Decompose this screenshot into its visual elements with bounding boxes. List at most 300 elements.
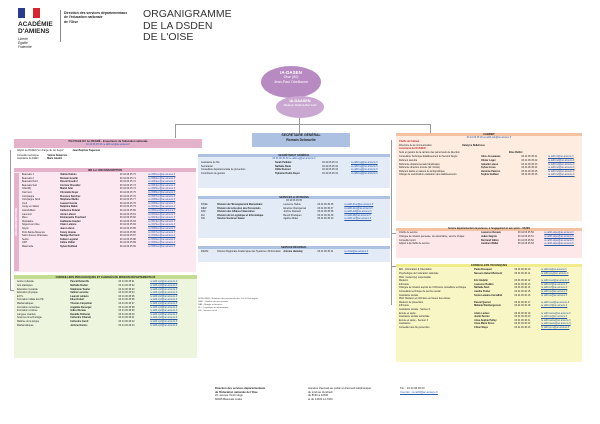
conseiller-tech-row-cell-3[interactable]: ce.ia60-ss@ac-amiens.fr — [540, 289, 568, 293]
division-row-cell-1: Division de l'Enseignement Élémentaire — [217, 203, 263, 206]
conseiller-tech-row-cell-2: 03 44 06 46 17 — [514, 300, 531, 304]
conseiller-tech-row-cell-2: 03 44 06 46 12 — [514, 279, 531, 283]
regional-panel — [198, 246, 390, 262]
circonscription-row-cell-4[interactable]: ce.0604ien@ac-amiens.fr — [148, 183, 176, 187]
engagement-row-cell-2: 03 44 06 45 51 — [517, 235, 534, 238]
secretariat-row-cell-1: Sarah Pelletier — [275, 161, 292, 164]
circonscription-row-cell-3: 03 44 06 45 78 — [119, 201, 136, 205]
conseiller-tech-row-cell-1: Anaïs Leclerc — [474, 311, 490, 315]
circonscription-row-cell-3: 03 44 06 45 73 — [119, 183, 136, 187]
secretariat-row-cell-0: Secrétariat — [201, 164, 213, 168]
secretariat-row-cell-3[interactable]: ce.ia60-sg@ac-amiens.fr — [351, 161, 378, 164]
conseiller-ped-row-cell-1: Élise Robert — [70, 298, 85, 302]
engagement-row-cell-1: Aurélien Wallet — [481, 242, 499, 246]
circonscription-row-cell-3: 03 44 06 45 72 — [119, 180, 136, 184]
conseillers-tech-header: CONSEILLERS TECHNIQUES — [396, 264, 582, 267]
conseiller-ped-row-cell-0: Éducation musicale — [17, 287, 38, 291]
engagement-row-cell-2: 03 44 06 45 52 — [517, 238, 534, 242]
regional-cell-0: DRASI — [201, 250, 209, 254]
cabinet-row-cell-3[interactable]: ce.ia60-ref@ac-amiens.fr — [547, 169, 575, 173]
regional-row — [198, 249, 390, 255]
circonscription-row-cell-0: ASH — [22, 241, 27, 245]
cabinet-assist-label: Assistante du DAASEN — [399, 147, 426, 151]
circonscriptions-side-label: CIRCONSCRIPTIONS — [14, 173, 19, 271]
division-row-cell-3: 03 44 06 45 37 — [317, 206, 334, 210]
conseiller-ped-row-cell-3[interactable]: ce.ia60-cpd@ac-amiens.fr — [149, 294, 178, 298]
conseiller-ped-row-cell-3[interactable]: ce.ia60-cpd@ac-amiens.fr — [149, 319, 178, 323]
cabinet-row-cell-1: Alice Josseaume — [481, 155, 501, 159]
conseiller-ped-row-cell-3[interactable]: ce.ia60-cpd@ac-amiens.fr — [149, 284, 178, 287]
conseiller-ped-row-cell-2: 03 44 06 45 92 — [118, 284, 135, 287]
regional-cell-3: 03 44 06 45 41 — [317, 250, 334, 254]
conseiller-ped-row-cell-1: Laurent Lelièvre — [70, 294, 89, 298]
cabinet-row — [399, 173, 579, 177]
conseiller-tech-row-cell-3[interactable]: ce.ia60-med@ac-amiens.fr — [540, 300, 570, 304]
engagement-row-cell-3[interactable]: ce.ia60-sdjes@ac-amiens.fr — [544, 242, 574, 246]
pilotage-conseiller-label: Conseiller technique — [17, 153, 39, 157]
sg-adj-contact: 03 44 06 45 30 ce.ia60-sg@ac-amiens.fr — [272, 157, 316, 161]
engagement-row-cell-2: 03 44 06 45 53 — [517, 242, 534, 246]
cabinet-row-cell-0: Référent sécurité — [399, 158, 418, 162]
conseiller-tech-row-cell-0: Écoute et santé - Secteur 3 — [399, 318, 428, 322]
conseiller-ped-row-cell-3[interactable]: ce.ia60-cpd@ac-amiens.fr — [149, 291, 178, 295]
circonscription-row-cell-2 — [101, 245, 117, 249]
conseiller-ped-row-cell-1: Catherine Charant — [70, 316, 92, 320]
secretariat-row — [201, 172, 387, 176]
conseiller-tech-row-cell-2: 03 44 06 46 18 — [514, 304, 531, 308]
conseiller-tech-row-cell-1: Nathalie Noël — [474, 286, 490, 290]
footer-contact — [400, 387, 438, 394]
conseiller-ped-row-cell-1: Thomas Carpentier — [70, 301, 93, 305]
division-row-cell-2: Jérôme Rossard — [283, 210, 301, 214]
secretariat-row-cell-0: Assistante du SG — [201, 161, 220, 164]
circonscription-row-cell-4[interactable]: ce.0614ien@ac-amiens.fr — [148, 219, 176, 223]
conseillers-tech-table — [396, 267, 582, 330]
cabinet-assist-sub: Suivi et gestion de la carrière des personnels de direction — [399, 150, 460, 154]
conseiller-tech-row-cell-0: Assistante sociale territoriale — [399, 315, 430, 319]
circonscription-row-cell-0: Creil — [22, 201, 27, 205]
conseiller-tech-row-cell-3[interactable]: ce.ia60-sante@ac-amiens.fr — [540, 318, 571, 322]
engagement-row-cell-0: Conseiller sport — [399, 238, 416, 242]
conseiller-tech-row-cell-2: 03 44 06 46 11 — [514, 272, 531, 275]
pilotage-adjoint-name: Jean-Baptiste Pagensan — [72, 149, 101, 152]
circonscription-row-cell-1: Valérie Dubois — [60, 173, 77, 176]
cabinet-header: CABINET — [396, 133, 582, 136]
conseiller-tech-row-cell-2: 03 44 06 46 15 — [514, 289, 531, 293]
division-row-cell-0: SSI — [201, 217, 205, 221]
circonscription-row-cell-0: Nogent-sur-Oise — [22, 223, 40, 227]
logo-divider — [60, 10, 61, 42]
title-line-1: ORGANIGRAMME — [143, 8, 232, 20]
circonscription-row-cell-0: Clermont — [22, 190, 32, 194]
division-row-cell-2: Benoît Pouliquen — [283, 213, 302, 217]
division-row-cell-3: 03 44 06 45 40 — [317, 217, 334, 221]
service-line-2: de l'éducation nationale — [64, 15, 103, 20]
legend-line-3: DAF - Budget et finances — [198, 304, 223, 307]
conseiller-tech-row-cell-1: Éric Hédelin — [474, 279, 488, 283]
motto-line-2: Égalité — [18, 41, 28, 45]
conseiller-ped-row-cell-0: Sciences & technologie — [17, 316, 42, 320]
legend-line-2: DIEP - Gestion des personnels — [198, 301, 228, 304]
regional-row-content — [201, 250, 387, 254]
circonscription-row-cell-4[interactable]: ce.0612ien@ac-amiens.fr — [148, 212, 176, 216]
conseiller-ped-row-cell-2: 03 44 06 46 00 — [118, 312, 135, 316]
conseiller-tech-row-cell-1: Nessera Hubert-Belmont — [474, 272, 503, 275]
footer-center-1: Horaires d'accueil au public et d'accueil téléphonique — [308, 387, 372, 390]
division-row-cell-2: Émeline Champenoel — [283, 206, 307, 210]
circonscription-row-cell-4[interactable]: ce.0618ien@ac-amiens.fr — [148, 234, 176, 238]
circonscription-row-cell-0: Maternelle — [22, 244, 34, 248]
circonscription-row-cell-3: 03 44 06 45 81 — [119, 212, 136, 216]
cabinet-row-cell-1: Sophie Guillaut — [481, 173, 499, 177]
circonscription-row-cell-0: Beauvais Sud — [22, 183, 37, 187]
conseiller-tech-row-cell-0: Médecin — [399, 279, 409, 283]
conseiller-ped-row-cell-2: 03 44 06 45 91 — [118, 280, 135, 284]
conseiller-ped-row-cell-3[interactable]: ce.ia60-cpd@ac-amiens.fr — [149, 323, 178, 327]
circonscription-row-cell-4[interactable]: ce.0609ien@ac-amiens.fr — [148, 201, 176, 205]
cabinet-row-cell-2: 03 44 06 45 26 — [521, 173, 538, 177]
connector-left-down — [10, 150, 11, 290]
circonscription-row-cell-0: Compiègne — [22, 194, 35, 198]
circonscription-row-cell-0: Grandvilliers — [22, 208, 36, 212]
conseillers-ped-table — [14, 279, 197, 328]
circonscription-row-cell-1: Florence Sanchez — [60, 194, 81, 198]
conseiller-tech-row-cell-3[interactable]: ce.ia60-inf@ac-amiens.fr — [540, 286, 568, 290]
division-row-cell-4[interactable]: ce.ia60-divel@ac-amiens.fr — [344, 203, 374, 206]
footer-phone: Tél. : 03 44 06 45 00 — [400, 387, 425, 390]
conseiller-ped-row-cell-2: 03 44 06 45 96 — [118, 298, 135, 302]
cabinet-row-cell-0: Référente direction d'école (dir. Doirat) — [399, 166, 440, 170]
connector-left — [175, 124, 176, 138]
cabinet-row-cell-3[interactable]: ce.ia60-ref@ac-amiens.fr — [547, 158, 575, 162]
engagement-row-cell-1: Bertrand Vallon — [481, 238, 499, 242]
conseiller-tech-row — [399, 326, 579, 330]
circonscription-row-cell-0: Saint-Just-en-Chaussée — [22, 234, 48, 238]
conseiller-ped-row-cell-2: 03 44 06 46 03 — [118, 323, 135, 327]
daasen-title: IA-DAASEN — [289, 99, 311, 103]
title-line-2: DE LA DSDEN — [143, 19, 213, 32]
circonscription-row-cell-1: Catherine Roland — [60, 208, 80, 212]
secretaire-general-box — [252, 133, 350, 147]
legend-line-5: SSI - Service social — [198, 310, 217, 313]
cabinet-contact: 03 44 06 45 20 ce.ia60-cab@ac-amiens.fr — [466, 136, 512, 140]
pilotage-contact: 03 44 06 45 33 ce.ia60-ien@ac-amiens.fr — [86, 143, 130, 147]
engagement-row-cell-3[interactable]: ce.ia60-sdjes@ac-amiens.fr — [544, 231, 574, 235]
regional-cell-1: Division Régionale Académique des Systèmes d'Information — [217, 250, 281, 254]
motto-line-1: Liberté — [18, 37, 28, 41]
conseiller-ped-row-cell-3[interactable]: ce.ia60-cpd@ac-amiens.fr — [149, 287, 178, 291]
conseiller-tech-row-cell-0: Conseillère technique de service social — [399, 289, 441, 293]
footer-left-3: 22, avenue Victor Hugo — [215, 394, 244, 398]
conseillers-ped-header: CONSEILLERS PÉDAGOGIQUES ET CHARGÉS DE MISSION DÉPARTEMENTAUX — [14, 275, 197, 279]
conseiller-tech-row-cell-2: 03 44 06 46 10 — [514, 268, 531, 272]
dasen-title: IA-DASEN — [280, 70, 302, 75]
circonscription-row-cell-3: 03 44 06 45 77 — [119, 198, 136, 202]
footer-center-3: de 8h30 à 12h00 — [308, 394, 329, 398]
cabinet-row-cell-3[interactable]: ce.ia60-ref@ac-amiens.fr — [547, 166, 575, 170]
circonscription-row-cell-4[interactable]: ce.0601ien@ac-amiens.fr — [148, 173, 176, 176]
conseiller-ped-row — [17, 324, 194, 328]
conseiller-tech-row-cell-1: Justin Berrier — [474, 315, 490, 319]
cabinet-row-cell-1: Hermine Paterno — [481, 169, 501, 173]
connector-horizontal-top — [175, 124, 430, 125]
secretariat-row-cell-3[interactable]: ce.ia60-sg@ac-amiens.fr — [351, 164, 378, 168]
conseiller-ped-row-cell-3[interactable]: ce.ia60-cpd@ac-amiens.fr — [149, 316, 178, 320]
dasen-ellipse — [261, 66, 321, 98]
conseiller-tech-row-cell-0: Assistance — [399, 322, 411, 326]
divisions-contact: 03 44 06 45 35 — [286, 199, 302, 203]
conseiller-tech-row-cell-3[interactable]: ce.ia60-med@ac-amiens.fr — [540, 279, 570, 283]
division-row-cell-1: Division des Affaires Financières — [217, 210, 255, 214]
footer-left-4: 60025 Beauvais cedex — [215, 397, 243, 401]
circonscription-row-cell-1: Sylvie Dutilleul — [60, 244, 78, 248]
conseiller-ped-row-cell-3[interactable]: ce.ia60-cpd@ac-amiens.fr — [149, 298, 178, 302]
conseiller-ped-row-cell-1: Danielle Bréheret — [70, 312, 90, 316]
cabinet-row-cell-2: 03 44 06 45 22 — [521, 158, 538, 162]
footer-hours — [308, 387, 371, 401]
division-row-cell-0: DIEP — [201, 206, 207, 210]
circonscription-row-cell-0: Beauvais 2 — [22, 176, 34, 180]
conseiller-ped-row-cell-1: Angéline Duverger — [70, 305, 92, 309]
pilotage-asen-label: Assistante du ASEN — [17, 157, 39, 161]
circonscription-row-cell-4[interactable]: ce.0602ien@ac-amiens.fr — [148, 176, 176, 180]
dasen-name: Jean-Paul Obellianne — [273, 80, 309, 84]
sg-header: SECRÉTAIRE GÉNÉRAL — [281, 133, 321, 137]
circonscription-row-cell-0: Méru — [22, 216, 28, 220]
division-row-cell-2: Agathe Méker — [283, 217, 299, 221]
circonscription-row-cell-3: 03 44 06 45 84 — [119, 223, 136, 227]
circonscription-row-cell-1: Stéphane Martin — [60, 198, 79, 202]
circonscription-row-cell-4[interactable]: ce.0620ien@ac-amiens.fr — [148, 241, 176, 245]
circonscription-row-cell-3: 03 44 06 45 86 — [119, 230, 136, 234]
pilotage-header — [14, 139, 202, 148]
conseiller-tech-row-cell-2: 03 44 06 46 21 — [514, 318, 531, 322]
conseiller-ped-row-cell-0: Éducation physique — [17, 291, 38, 295]
pilotage-header-text: PILOTAGE DU 1er DEGRÉ - Inspecteurs de l'éducation nationale — [68, 140, 148, 143]
cabinet-row-cell-1: Isabelle Leleux — [481, 162, 499, 166]
motto-line-3: Fraternité — [18, 45, 32, 49]
circonscription-row-cell-1: Emmanuelle Pouchard — [60, 216, 86, 220]
cabinet-chef-sub: Directrice de la communication — [399, 143, 432, 147]
division-row-cell-3: 03 44 06 45 36 — [317, 203, 334, 206]
secretariat-row-cell-2: 03 44 06 45 32 — [322, 164, 338, 168]
circonscription-row-cell-4[interactable]: ce.0605ien@ac-amiens.fr — [148, 187, 176, 191]
conseiller-tech-row-cell-1: Paola Brouquet — [474, 268, 492, 272]
cabinet-row-cell-3[interactable]: ce.ia60-ct@ac-amiens.fr — [547, 155, 574, 159]
circonscription-row-cell-3: 03 44 06 45 82 — [119, 216, 136, 220]
conseiller-tech-row-cell-1: Anne-Marie Rossi — [474, 322, 495, 326]
brand-line-1: ACADÉMIE — [18, 21, 53, 28]
division-row-cell-4[interactable]: ce.ia60-diep@ac-amiens.fr — [344, 206, 373, 210]
engagement-header: Service départemental à la jeunesse, à l'engagement et aux sports - SDJES — [396, 228, 582, 231]
conseiller-ped-row-cell-2: 03 44 06 45 97 — [118, 301, 135, 305]
conseiller-tech-row-cell-3[interactable]: ce.ia60-io@ac-amiens.fr — [540, 268, 567, 272]
circonscription-row-cell-0: Beauvais Nord — [22, 180, 38, 184]
secretariat-row-cell-2: 03 44 06 45 33 — [322, 168, 338, 172]
conseiller-tech-row-cell-3[interactable]: ce.ia60-ss@ac-amiens.fr — [540, 293, 568, 297]
division-row-cell-4[interactable]: ce.ia60-ssi@ac-amiens.fr — [344, 217, 372, 221]
secretariat-row-cell-2: 03 44 06 45 34 — [322, 171, 338, 175]
legend-line-4: DLI - Logistique et informatique — [198, 307, 229, 310]
division-row-cell-1: Service Social en faveur — [217, 217, 245, 221]
conseiller-tech-row-cell-3[interactable]: ce.ia60-psy@ac-amiens.fr — [540, 272, 569, 275]
circonscription-row-cell-4[interactable]: ce.0606ien@ac-amiens.fr — [148, 190, 176, 194]
conseiller-tech-row-cell-1: Laurence Bodkin — [474, 282, 494, 286]
marianne-flag-icon — [18, 8, 40, 18]
circonscription-row-cell-3: 03 44 06 45 71 — [119, 176, 136, 180]
secretariat-row-cell-0: Conseillère départementale de prévention — [201, 168, 246, 172]
footer-address — [215, 387, 265, 401]
footer-email[interactable]: Courriel : ce.ia60@ac-amiens.fr — [400, 390, 438, 394]
circonscription-row-cell-4[interactable]: ce.0621ien@ac-amiens.fr — [148, 244, 176, 248]
cabinet-table — [396, 154, 582, 178]
conseiller-tech-row-cell-0: Médecin de prévention — [399, 300, 424, 304]
conseiller-tech-row-cell-2: 03 44 06 46 19 — [514, 311, 531, 315]
secretariat-row-cell-3[interactable]: ce.ia60-sg@ac-amiens.fr — [351, 171, 378, 175]
sg-adj-header: SECRÉTARIAT GÉNÉRAL — [198, 154, 390, 157]
conseiller-ped-row-cell-3[interactable]: ce.ia60-cpd@ac-amiens.fr — [149, 301, 178, 305]
conseiller-tech-row-cell-0: Écoute et santé — [399, 311, 416, 315]
circonscription-row — [22, 245, 194, 249]
conseiller-tech-row-cell-0: Infirmière — [399, 282, 409, 286]
conseiller-tech-row-cell-0: IEN - Information & Orientation — [399, 268, 432, 272]
conseiller-tech-row-cell-1: Aurélie Poirier — [474, 289, 491, 293]
cabinet-row-cell-1: Olivier Léger — [481, 158, 496, 162]
conseiller-ped-row-cell-1: Nathalie Rodier — [70, 284, 88, 287]
regional-cell-4[interactable]: ce.drasi@ac-amiens.fr — [344, 250, 369, 254]
conseiller-tech-row-cell-0: Psychologue de l'éducation nationale — [399, 272, 439, 275]
regional-cell-2: Antoine Hamelay — [283, 250, 303, 254]
engagement-row-cell-2: 03 44 06 45 50 — [517, 231, 534, 235]
circonscription-row-cell-1: Delphine Nabat — [60, 205, 78, 209]
conseiller-tech-row-cell-3[interactable]: ce.ia60-inf@ac-amiens.fr — [540, 282, 568, 286]
circonscription-row-cell-0: Beauvais 1 — [22, 173, 34, 176]
service-name — [64, 11, 127, 24]
engagement-row-cell-3[interactable]: ce.ia60-sdjes@ac-amiens.fr — [544, 238, 574, 242]
circonscription-row-cell-4[interactable]: ce.0616ien@ac-amiens.fr — [148, 226, 176, 230]
conseiller-ped-row-cell-2: 03 44 06 45 94 — [118, 291, 135, 295]
sg-name: Romain Delaruelle — [286, 138, 316, 142]
divisions-panel — [198, 196, 390, 238]
conseiller-tech-row-cell-3[interactable]: ce.ia60-sante@ac-amiens.fr — [540, 311, 571, 315]
conseiller-tech-row-cell-0: PDA: médecin(e) responsable — [399, 275, 431, 279]
circonscription-row-cell-4[interactable]: ce.0619ien@ac-amiens.fr — [148, 237, 176, 241]
circonscription-row-cell-3: 03 44 06 45 88 — [119, 237, 136, 241]
conseiller-ped-row-cell-2: 03 44 06 46 01 — [118, 316, 135, 320]
cabinet-row-cell-3[interactable]: ce.ia60-ref@ac-amiens.fr — [547, 162, 575, 166]
cabinet-row-cell-2: 03 44 06 45 25 — [521, 169, 538, 173]
secretariat-row-cell-3[interactable]: ce.ia60-sg@ac-amiens.fr — [351, 168, 378, 172]
connector-daasen-hub — [299, 118, 300, 133]
conseiller-tech-row-cell-0: Chargée de mission auprès de l'infirmière conseillère technique — [399, 286, 467, 290]
conseiller-ped-row-cell-3[interactable]: ce.ia60-cpd@ac-amiens.fr — [149, 305, 178, 309]
conseiller-tech-row-cell-3[interactable]: ce.ia60-prev@ac-amiens.fr — [540, 325, 570, 329]
conseiller-ped-row-cell-3[interactable]: ce.ia60-cpd@ac-amiens.fr — [149, 280, 178, 284]
circonscription-row-cell-1: Pascal Goudrel — [60, 180, 78, 184]
division-row-cell-4[interactable]: ce.ia60-daf@ac-amiens.fr — [344, 210, 372, 214]
division-row-cell-4[interactable]: ce.ia60-dli@ac-amiens.fr — [344, 213, 371, 217]
engagement-row-cell-3[interactable]: ce.ia60-sdjes@ac-amiens.fr — [544, 235, 574, 238]
secretariat-row-cell-1: Odile Dumont — [275, 168, 291, 172]
secretariat-panel — [198, 154, 390, 188]
pilotage-adjoint-label: Adjoint au DASEN "en charge du 1er degré" — [17, 149, 64, 152]
engagement-row — [399, 242, 579, 246]
conseiller-tech-row-cell-0: PDA: Médecin et Infirmière en faveur des élèves — [399, 297, 451, 301]
conseiller-tech-row-cell-3[interactable]: ce.ia60-ss@ac-amiens.fr — [540, 315, 568, 319]
circonscription-row-cell-4[interactable]: ce.0611ien@ac-amiens.fr — [148, 208, 176, 212]
circonscription-row-cell-4[interactable]: ce.0613ien@ac-amiens.fr — [148, 216, 176, 220]
conseiller-ped-row-cell-2: 03 44 06 46 02 — [118, 319, 135, 323]
cabinet-row-cell-2: 03 44 06 45 24 — [521, 166, 538, 170]
cabinet-chef-name: Katelyne Bellefosse — [462, 143, 485, 147]
secretariat-row-cell-0: Contrôleurs de gestion — [201, 171, 226, 175]
conseiller-ped-row-cell-0: Formation numérique — [17, 305, 40, 309]
conseiller-tech-row-cell-2: 03 44 06 46 14 — [514, 286, 531, 290]
conseiller-tech-row-cell-2: 03 44 06 46 23 — [514, 325, 531, 329]
conseiller-ped-row-cell-2: 03 44 06 45 99 — [118, 309, 135, 313]
circonscription-row-cell-4[interactable]: ce.0610ien@ac-amiens.fr — [148, 205, 176, 209]
circonscription-row-cell-4[interactable]: ce.0603ien@ac-amiens.fr — [148, 180, 176, 184]
footer-center-4: et de 14h00 à 17h00 — [308, 397, 333, 401]
conseiller-ped-row-cell-0: Arts plastiques — [17, 284, 33, 287]
dasen-dept: Oise (60) — [283, 75, 299, 80]
cabinet-row-cell-3[interactable]: ce.ia60-ref@ac-amiens.fr — [547, 173, 575, 177]
division-row-cell-0: DAF — [201, 210, 206, 214]
circonscription-row-cell-3: 03 44 06 45 85 — [119, 226, 136, 230]
circonscription-row-cell-1: Jean Lebrun — [60, 226, 75, 230]
conseiller-tech-row-cell-2: 03 44 06 46 20 — [514, 315, 531, 319]
circonscription-row-cell-0: Montataire — [22, 219, 34, 223]
conseiller-ped-row-cell-0: Mathématiques — [17, 323, 34, 327]
circonscriptions-table — [22, 173, 194, 248]
conseiller-tech-row-cell-1: Sonia Lemaire-Carvalhal — [474, 293, 502, 297]
conseiller-tech-row-cell-1: Chloé Steps — [474, 325, 488, 329]
footer-left-2: de l'Éducation nationale de l'Oise — [215, 390, 258, 394]
daasen-ellipse — [276, 96, 324, 118]
cabinet-panel — [396, 133, 582, 221]
circonscription-row-cell-4[interactable]: ce.0615ien@ac-amiens.fr — [148, 223, 176, 227]
cabinet-row-cell-1: Sylvie Corea — [481, 166, 496, 170]
circonscription-row-cell-3: 03 44 06 45 75 — [119, 190, 136, 194]
conseiller-ped-row-cell-0: Action culturelle — [17, 280, 34, 284]
division-row-cell-1: Division de la Gestion des Personnels — [217, 206, 261, 210]
connector-cabinet-down — [391, 140, 392, 305]
conseiller-tech-row-cell-1: Mélanie Weinbergerova — [474, 304, 501, 308]
circonscription-row-cell-4[interactable]: ce.0607ien@ac-amiens.fr — [148, 194, 176, 198]
secretariat-row-cell-1: Nathalie Rude — [275, 164, 291, 168]
circonscription-row-cell-1: Céline Valtier — [60, 241, 76, 245]
pilotage-asen-name: Marie Gaudin — [47, 157, 63, 161]
conseiller-ped-row-cell-3[interactable]: ce.ia60-cpd@ac-amiens.fr — [149, 312, 178, 316]
secretariat-table — [198, 161, 390, 175]
conseiller-tech-row-cell-3[interactable]: ce.ia60-inf@ac-amiens.fr — [540, 304, 568, 308]
regional-header: SERVICE RÉGIONAL — [198, 246, 390, 249]
division-row-cell-2: Laurence Helios — [283, 203, 301, 206]
circonscription-row-cell-4[interactable]: ce.0617ien@ac-amiens.fr — [148, 230, 176, 234]
circonscription-row-cell-4[interactable]: ce.0608ien@ac-amiens.fr — [148, 198, 176, 202]
conseiller-tech-row-cell-1: Anne-Sophie Pelluy — [474, 318, 497, 322]
division-row-cell-3: 03 44 06 45 38 — [317, 210, 334, 214]
circonscription-row-cell-1: Nadège Bertrand — [60, 234, 80, 238]
conseiller-ped-row-cell-3[interactable]: ce.ia60-cpd@ac-amiens.fr — [149, 309, 178, 313]
divisions-legend — [198, 298, 278, 313]
circonscription-row-cell-1: Christelle Noyer — [60, 190, 79, 194]
conseiller-tech-row-cell-3[interactable]: ce.ia60-sante@ac-amiens.fr — [540, 322, 571, 326]
circonscription-row-cell-0: Noyon — [22, 226, 29, 230]
circonscription-row-cell-3: 03 44 06 45 89 — [119, 241, 136, 245]
page-title — [143, 9, 232, 44]
cabinet-assist-name: Elise Bellini — [509, 150, 523, 154]
